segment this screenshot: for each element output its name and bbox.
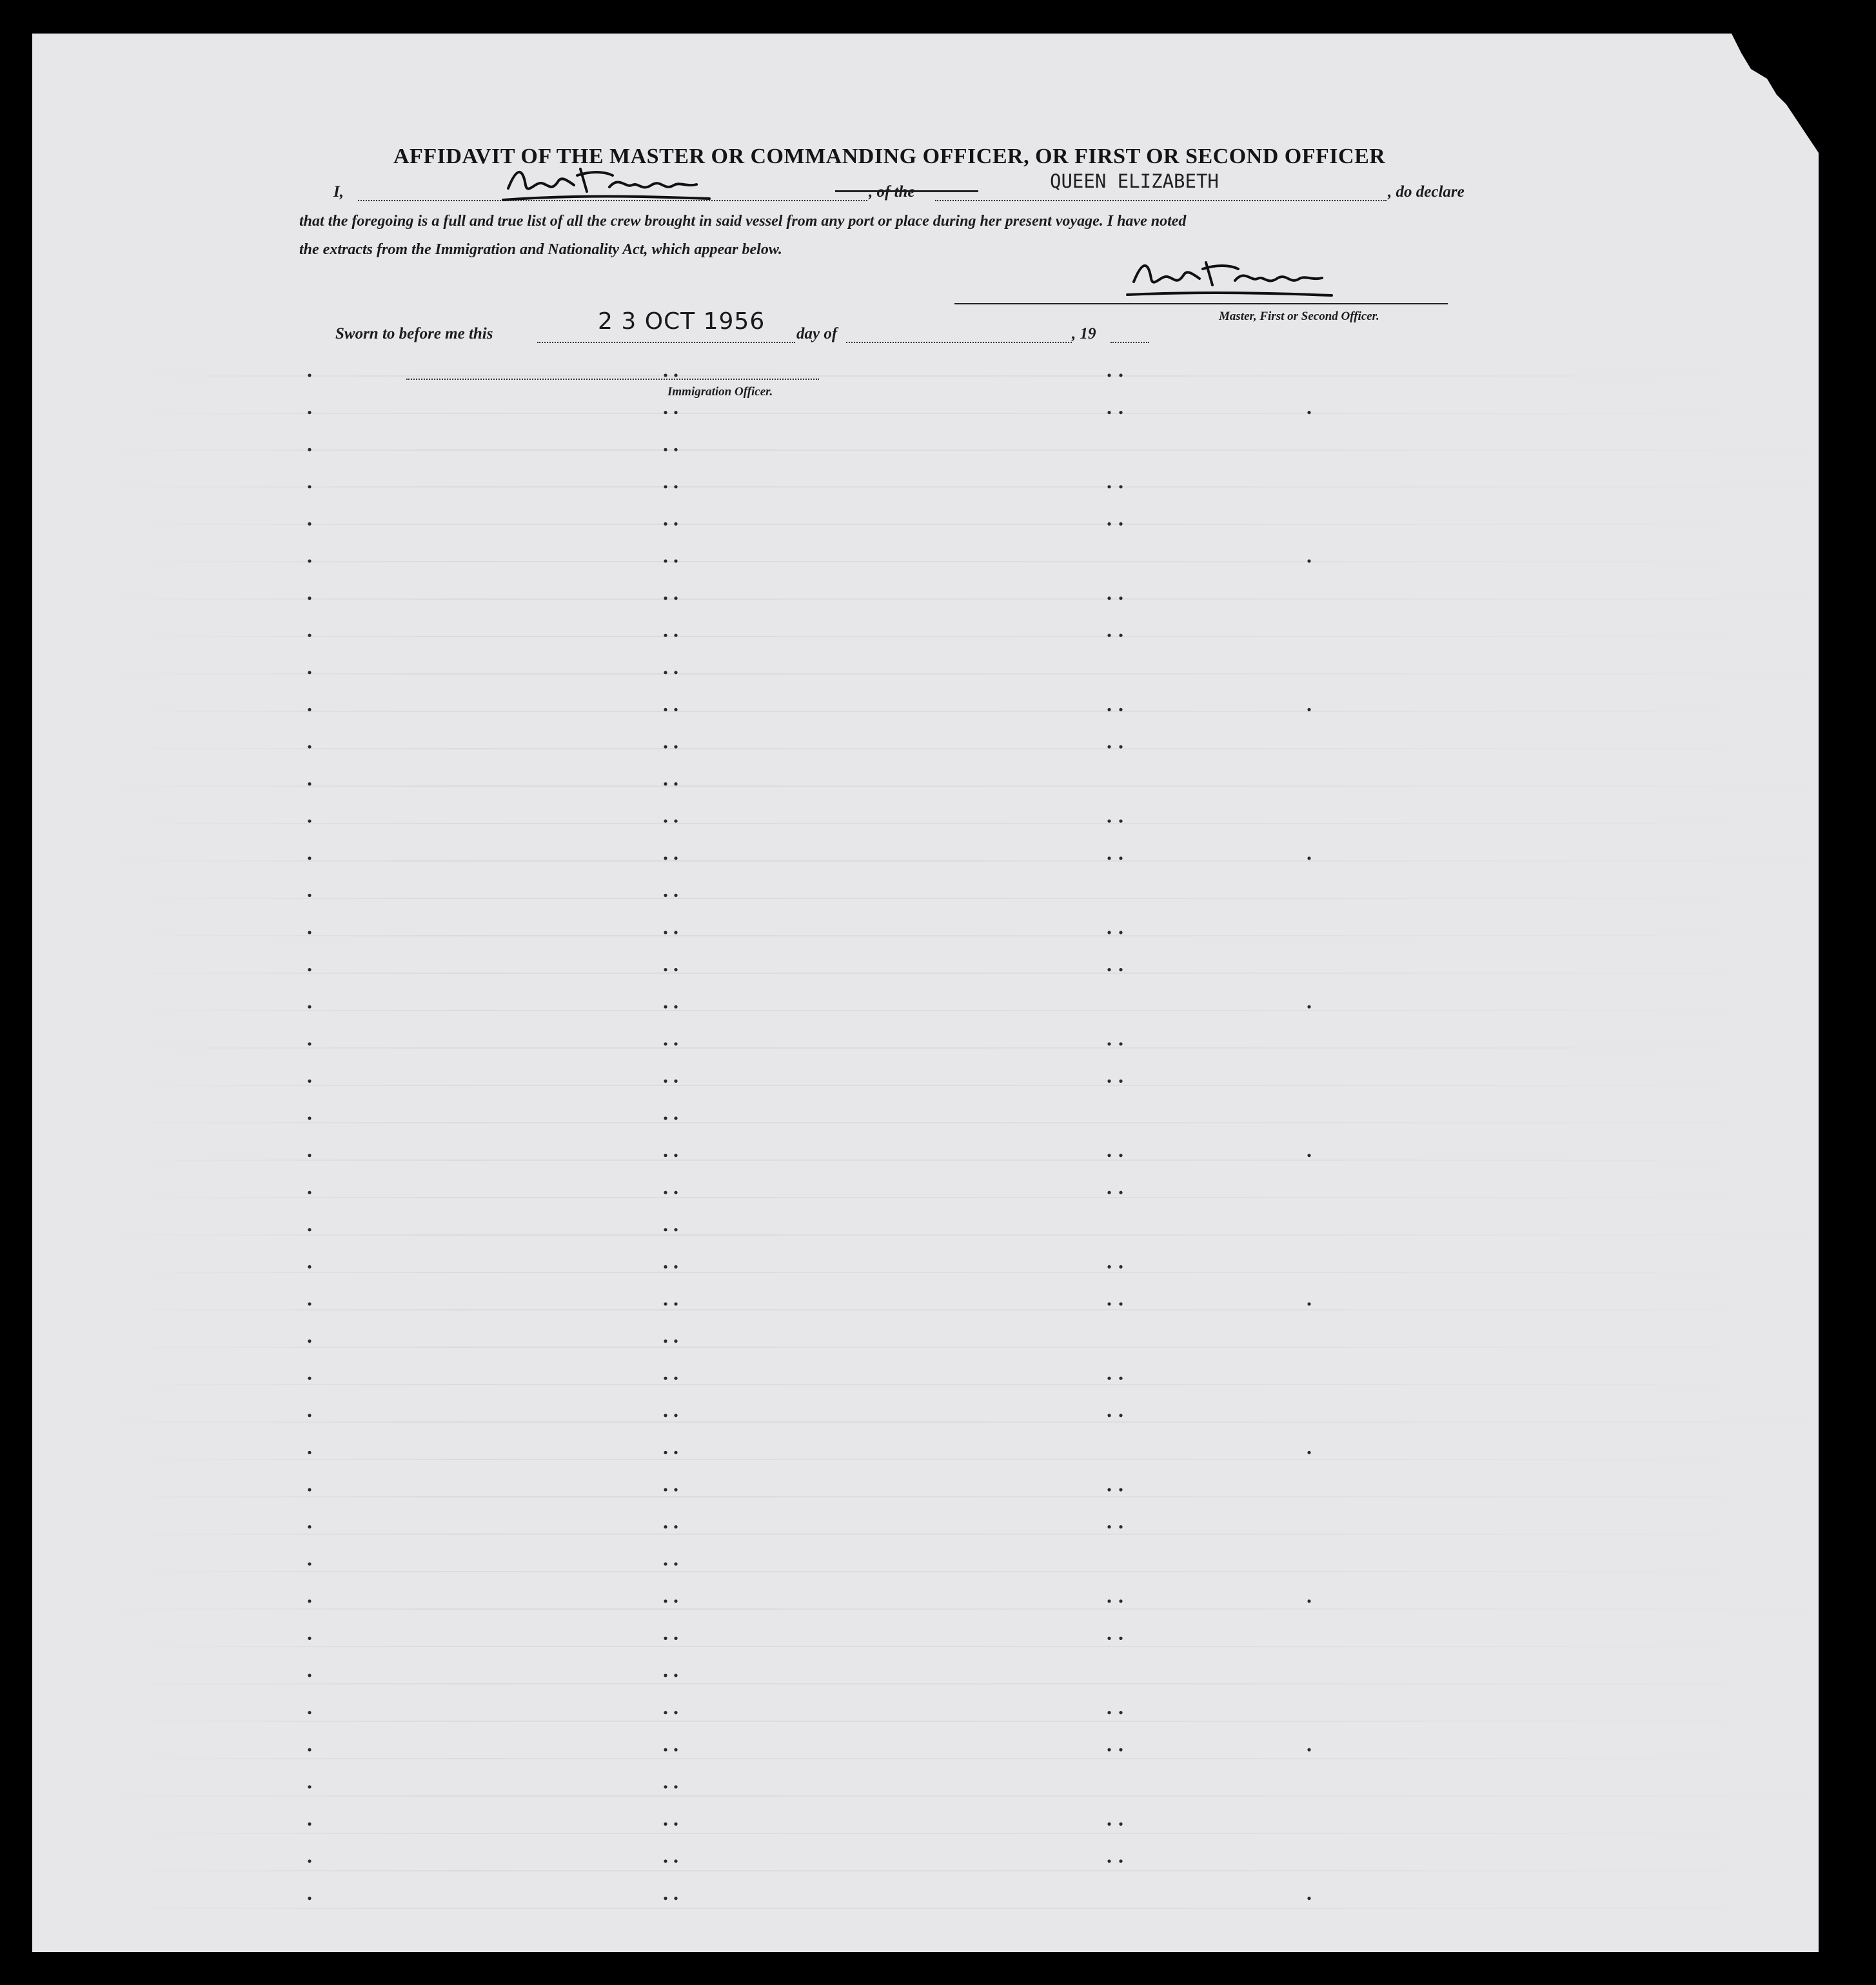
ditto-dot	[308, 1377, 311, 1380]
ditto-dot	[308, 856, 311, 860]
ditto-dot	[1119, 1599, 1122, 1603]
day-of-label: day of	[796, 325, 838, 342]
ditto-dot	[1119, 820, 1122, 823]
ditto-dot	[308, 1265, 311, 1269]
ditto-dot	[674, 1785, 677, 1788]
ditto-dot-marks	[32, 34, 1819, 1952]
line1-of-the: , of the	[869, 183, 915, 201]
ditto-dot	[664, 522, 667, 526]
ditto-dot	[674, 1414, 677, 1417]
ditto-dot	[664, 1005, 667, 1009]
ditto-dot	[664, 1525, 667, 1528]
ditto-dot	[308, 1302, 311, 1305]
ditto-dot	[674, 708, 677, 711]
ditto-dot	[664, 559, 667, 562]
ditto-dot	[1119, 1042, 1122, 1045]
ditto-dot	[674, 1339, 677, 1343]
ditto-dot	[1107, 1154, 1111, 1157]
ditto-dot	[664, 1080, 667, 1083]
ditto-dot	[664, 1116, 667, 1120]
ditto-dot	[674, 1859, 677, 1862]
ditto-dot	[1107, 1711, 1111, 1714]
ditto-dot	[664, 597, 667, 600]
ditto-dot	[1307, 559, 1310, 562]
ditto-dot	[1119, 597, 1122, 600]
ditto-dot	[1307, 1005, 1310, 1009]
ditto-dot	[1119, 634, 1122, 637]
ditto-dot	[308, 411, 311, 414]
ditto-dot	[1107, 1859, 1111, 1862]
ditto-dot	[674, 1451, 677, 1454]
immigration-officer-label: Immigration Officer.	[667, 385, 773, 399]
ditto-dot	[308, 782, 311, 785]
ditto-dot	[674, 1302, 677, 1305]
ditto-dot	[1107, 745, 1111, 748]
ditto-dot	[1307, 1154, 1310, 1157]
ditto-dot	[664, 1042, 667, 1045]
ditto-dot	[674, 597, 677, 600]
ditto-dot	[674, 411, 677, 414]
ditto-dot	[308, 1154, 311, 1157]
ditto-dot	[674, 1563, 677, 1566]
ditto-dot	[1107, 708, 1111, 711]
ditto-dot	[674, 485, 677, 488]
ditto-dot	[308, 1080, 311, 1083]
ditto-dot	[674, 448, 677, 451]
ditto-dot	[664, 671, 667, 674]
ditto-dot	[664, 1637, 667, 1640]
ditto-dot	[308, 448, 311, 451]
ditto-dot	[1107, 522, 1111, 526]
ditto-dot	[674, 671, 677, 674]
ditto-dot	[308, 559, 311, 562]
ditto-dot	[1107, 1191, 1111, 1194]
ditto-dot	[674, 745, 677, 748]
ditto-dot	[674, 856, 677, 860]
document-page	[32, 34, 1819, 1952]
ditto-dot	[674, 1599, 677, 1603]
ditto-dot	[664, 634, 667, 637]
ditto-dot	[664, 931, 667, 934]
ditto-dot	[308, 373, 311, 377]
ditto-dot	[674, 1042, 677, 1045]
ditto-dot	[1107, 1748, 1111, 1752]
ditto-dot	[1107, 1525, 1111, 1528]
ditto-dot	[1119, 411, 1122, 414]
ditto-dot	[664, 1488, 667, 1491]
ditto-dot	[1119, 1191, 1122, 1194]
ditto-dot	[664, 485, 667, 488]
ditto-dot	[664, 1748, 667, 1752]
ditto-dot	[664, 411, 667, 414]
ditto-dot	[1107, 1822, 1111, 1826]
ditto-dot	[674, 1191, 677, 1194]
ditto-dot	[674, 1080, 677, 1083]
ditto-dot	[664, 1785, 667, 1788]
ditto-dot	[308, 708, 311, 711]
ditto-dot	[1107, 1488, 1111, 1491]
ditto-dot	[674, 1748, 677, 1752]
ditto-dot	[1119, 1265, 1122, 1269]
year-prefix: , 19	[1072, 325, 1096, 342]
ditto-dot	[674, 820, 677, 823]
ditto-dot	[1107, 1414, 1111, 1417]
ditto-dot	[308, 1488, 311, 1491]
ditto-dot	[1307, 411, 1310, 414]
ditto-dot	[1119, 485, 1122, 488]
sworn-date-stamp: 2 3 OCT 1956	[598, 308, 765, 335]
ditto-dot	[1119, 745, 1122, 748]
ditto-dot	[674, 1897, 677, 1900]
ditto-dot	[1107, 856, 1111, 860]
ditto-dot	[664, 1859, 667, 1862]
ditto-dot	[1119, 968, 1122, 971]
ditto-dot	[308, 634, 311, 637]
ditto-dot	[1107, 411, 1111, 414]
ditto-dot	[308, 1191, 311, 1194]
ditto-dot	[1107, 1265, 1111, 1269]
ditto-dot	[1107, 931, 1111, 934]
ditto-dot	[1107, 820, 1111, 823]
ditto-dot	[1107, 597, 1111, 600]
ditto-dot	[1107, 634, 1111, 637]
ditto-dot	[664, 1339, 667, 1343]
ditto-dot	[1119, 1377, 1122, 1380]
ditto-dot	[674, 1488, 677, 1491]
ditto-dot	[1119, 1822, 1122, 1826]
ditto-dot	[674, 1116, 677, 1120]
ditto-dot	[664, 820, 667, 823]
ditto-dot	[308, 1525, 311, 1528]
ditto-dot	[1307, 1599, 1310, 1603]
ditto-dot	[308, 968, 311, 971]
affidavit-line2: that the foregoing is a full and true list of all the crew brought in said vessel from any port or place during her present voyage. I have noted	[299, 213, 1187, 230]
ditto-dot	[664, 1822, 667, 1826]
ditto-dot	[308, 1451, 311, 1454]
ditto-dot	[308, 931, 311, 934]
ditto-dot	[674, 634, 677, 637]
ditto-dot	[674, 1711, 677, 1714]
ditto-dot	[1107, 1042, 1111, 1045]
ditto-dot	[664, 894, 667, 897]
ditto-dot	[664, 1674, 667, 1677]
ditto-dot	[1119, 1525, 1122, 1528]
ditto-dot	[308, 1637, 311, 1640]
ditto-dot	[674, 968, 677, 971]
ditto-dot	[664, 1377, 667, 1380]
ditto-dot	[664, 1191, 667, 1194]
ditto-dot	[308, 1599, 311, 1603]
ditto-dot	[664, 1563, 667, 1566]
ditto-dot	[664, 1599, 667, 1603]
ditto-dot	[308, 745, 311, 748]
ditto-dot	[308, 1711, 311, 1714]
ditto-dot	[1119, 522, 1122, 526]
ditto-dot	[664, 745, 667, 748]
ditto-dot	[664, 373, 667, 377]
line1-suffix: , do declare	[1388, 183, 1465, 201]
ditto-dot	[1307, 1897, 1310, 1900]
ditto-dot	[1119, 1637, 1122, 1640]
ditto-dot	[674, 1822, 677, 1826]
ditto-dot	[308, 1859, 311, 1862]
ditto-dot	[308, 1228, 311, 1231]
ditto-dot	[1307, 1302, 1310, 1305]
ditto-dot	[1107, 1637, 1111, 1640]
ditto-dot	[308, 485, 311, 488]
ditto-dot	[1119, 856, 1122, 860]
ditto-dot	[1119, 1748, 1122, 1752]
ditto-dot	[1307, 1451, 1310, 1454]
ditto-dot	[674, 1377, 677, 1380]
ditto-dot	[674, 1674, 677, 1677]
sworn-prefix: Sworn to before me this	[335, 325, 493, 342]
ditto-dot	[308, 820, 311, 823]
ditto-dot	[664, 1451, 667, 1454]
ditto-dot	[1119, 373, 1122, 377]
ditto-dot	[1119, 1154, 1122, 1157]
ditto-dot	[664, 782, 667, 785]
ditto-dot	[1119, 1414, 1122, 1417]
ditto-dot	[664, 1897, 667, 1900]
ditto-dot	[1107, 485, 1111, 488]
ditto-dot	[674, 894, 677, 897]
ditto-dot	[1107, 1377, 1111, 1380]
ditto-dot	[1119, 1488, 1122, 1491]
ditto-dot	[1107, 373, 1111, 377]
ditto-dot	[664, 448, 667, 451]
ditto-dot	[674, 1005, 677, 1009]
affidavit-title: AFFIDAVIT OF THE MASTER OR COMMANDING OFFICER, OR FIRST OR SECOND OFFICER	[393, 144, 1386, 168]
ditto-dot	[674, 1265, 677, 1269]
ditto-dot	[308, 1897, 311, 1900]
ditto-dot	[664, 856, 667, 860]
ditto-dot	[664, 1228, 667, 1231]
ditto-dot	[1119, 708, 1122, 711]
ditto-dot	[308, 597, 311, 600]
ditto-dot	[1107, 968, 1111, 971]
ditto-dot	[664, 1414, 667, 1417]
ditto-dot	[308, 1748, 311, 1752]
ditto-dot	[308, 1414, 311, 1417]
ditto-dot	[674, 559, 677, 562]
ditto-dot	[1119, 1711, 1122, 1714]
ditto-dot	[308, 1042, 311, 1045]
ditto-dot	[1307, 1748, 1310, 1752]
ditto-dot	[674, 1228, 677, 1231]
ditto-dot	[308, 1339, 311, 1343]
ditto-dot	[674, 1154, 677, 1157]
ditto-dot	[1107, 1302, 1111, 1305]
ditto-dot	[308, 1785, 311, 1788]
ditto-dot	[674, 373, 677, 377]
ditto-dot	[674, 1525, 677, 1528]
ditto-dot	[308, 1005, 311, 1009]
ditto-dot	[674, 522, 677, 526]
ditto-dot	[1119, 1302, 1122, 1305]
ditto-dot	[1119, 1859, 1122, 1862]
ditto-dot	[308, 1822, 311, 1826]
ditto-dot	[664, 1302, 667, 1305]
ditto-dot	[308, 894, 311, 897]
ditto-dot	[664, 1154, 667, 1157]
ditto-dot	[664, 1711, 667, 1714]
ditto-dot	[1307, 856, 1310, 860]
ditto-dot	[308, 522, 311, 526]
ditto-dot	[664, 708, 667, 711]
ditto-dot	[308, 1674, 311, 1677]
ditto-dot	[1307, 708, 1310, 711]
ditto-dot	[308, 671, 311, 674]
ditto-dot	[674, 1637, 677, 1640]
ditto-dot	[674, 782, 677, 785]
ditto-dot	[1107, 1080, 1111, 1083]
master-label: Master, First or Second Officer.	[1219, 310, 1379, 323]
ditto-dot	[674, 931, 677, 934]
vessel-name: QUEEN ELIZABETH	[1050, 170, 1219, 192]
line1-prefix: I,	[333, 183, 344, 201]
ditto-dot	[308, 1563, 311, 1566]
ditto-dot	[308, 1116, 311, 1120]
ditto-dot	[664, 1265, 667, 1269]
ditto-dot	[1107, 1599, 1111, 1603]
ditto-dot	[1119, 931, 1122, 934]
affidavit-line3: the extracts from the Immigration and Nationality Act, which appear below.	[299, 241, 782, 258]
ditto-dot	[1119, 1080, 1122, 1083]
ditto-dot	[664, 968, 667, 971]
